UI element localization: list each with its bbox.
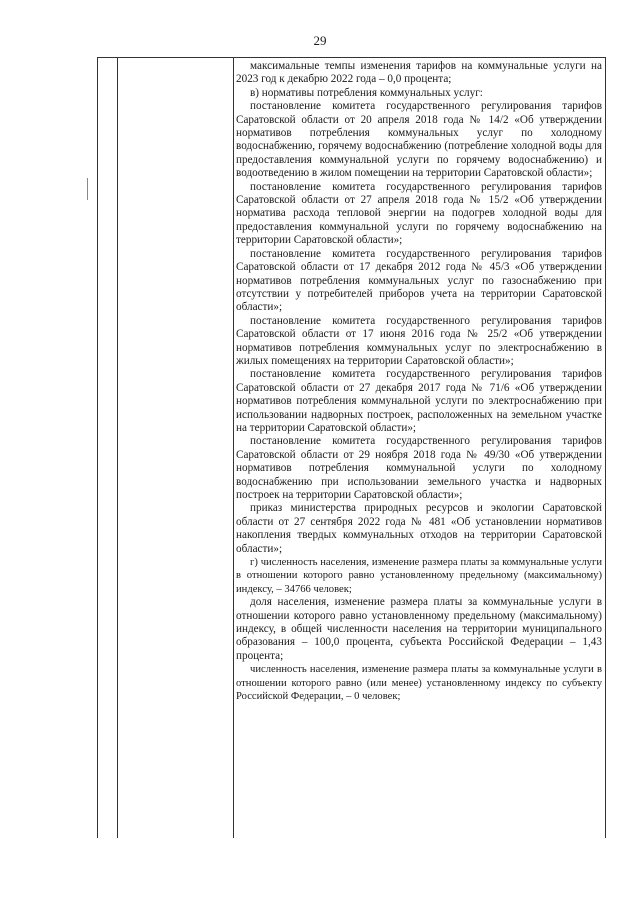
table-column-number: [97, 58, 118, 838]
paragraph: численность населения, изменение размера платы за коммунальные услуги в отношении которого равно (или менее) установленному индексу по субъекту Российской Федерации, – 0 человек;: [236, 664, 602, 703]
paragraph: постановление комитета государственного регулирования тарифов Саратовской области от 17 декабря 2012 года № 45/3 «Об утверждении нормативов потребления коммунальных услуг по газоснабжению при отсутствии у потребителей приборов учета на территории Саратовской области»;: [236, 247, 602, 314]
paragraph: постановление комитета государственного регулирования тарифов Саратовской области от 17 июня 2016 года № 25/2 «Об утверждении нормативов потребления коммунальных услуг по электроснабжению в жилых помещениях на территории Саратовской области»;: [236, 314, 602, 367]
paragraph: постановление комитета государственного регулирования тарифов Саратовской области от 27 декабря 2017 года № 71/6 «Об утверждении нормативов потребления коммунальной услуги по электроснабжению при использовании надворных построек, расположенных на земельном участке на территории Саратовской области»;: [236, 368, 602, 434]
paragraph: в) нормативы потребления коммунальных услуг:: [250, 86, 483, 99]
paragraph: г) численность населения, изменение размера платы за коммунальные услуги в отношении которого равно установленному предельному (максимальному) индексу, – 34766 человек;: [236, 557, 602, 595]
paragraph: доля населения, изменение размера платы за коммунальные услуги в отношении которого равно установленному предельному (максимальному) индексу, в общей численности населения на территории муниципального образования – 100,0 процента, субъекта Российской Федерации – 1,43 процента;: [236, 596, 602, 662]
content-text: [234, 60, 602, 704]
paragraph: приказ министерства природных ресурсов и экологии Саратовской области от 27 сентября 2022 года № 481 «Об установлении нормативов накопления твердых коммунальных отходов на территории Саратовской области»;: [236, 502, 602, 555]
table-column-name: [117, 58, 234, 838]
document-table: [97, 57, 606, 838]
paragraph: постановление комитета государственного регулирования тарифов Саратовской области от 20 апреля 2018 года № 14/2 «Об утверждении нормативов потребления коммунальных услуг по холодному водоснабжению, горячему водоснабжению (потребление холодной воды для предоставления коммунальной услуги по горячему водоснабжению) и водоотведению в жилом помещении на территории Саратовской области»;: [236, 100, 602, 180]
page-number: 29: [313, 33, 327, 48]
paragraph: постановление комитета государственного регулирования тарифов Саратовской области от 29 ноября 2018 года № 49/30 «Об утверждении нормативов потребления коммунальной услуги по холодному водоснабжению при использовании земельного участка и надворных построек на территории Саратовской области»;: [236, 435, 602, 501]
paragraph: максимальные темпы изменения тарифов на коммунальные услуги на 2023 год к декабрю 2022 года – 0,0 процента;: [236, 60, 602, 86]
paragraph: постановление комитета государственного регулирования тарифов Саратовской области от 27 апреля 2018 года № 15/2 «Об утверждении норматива расхода тепловой энергии на подогрев холодной воды для предоставления коммунальной услуги по горячему водоснабжению на территории Саратовской области»;: [236, 180, 602, 247]
table-column-content: [233, 58, 606, 838]
margin-mark: [87, 178, 88, 200]
